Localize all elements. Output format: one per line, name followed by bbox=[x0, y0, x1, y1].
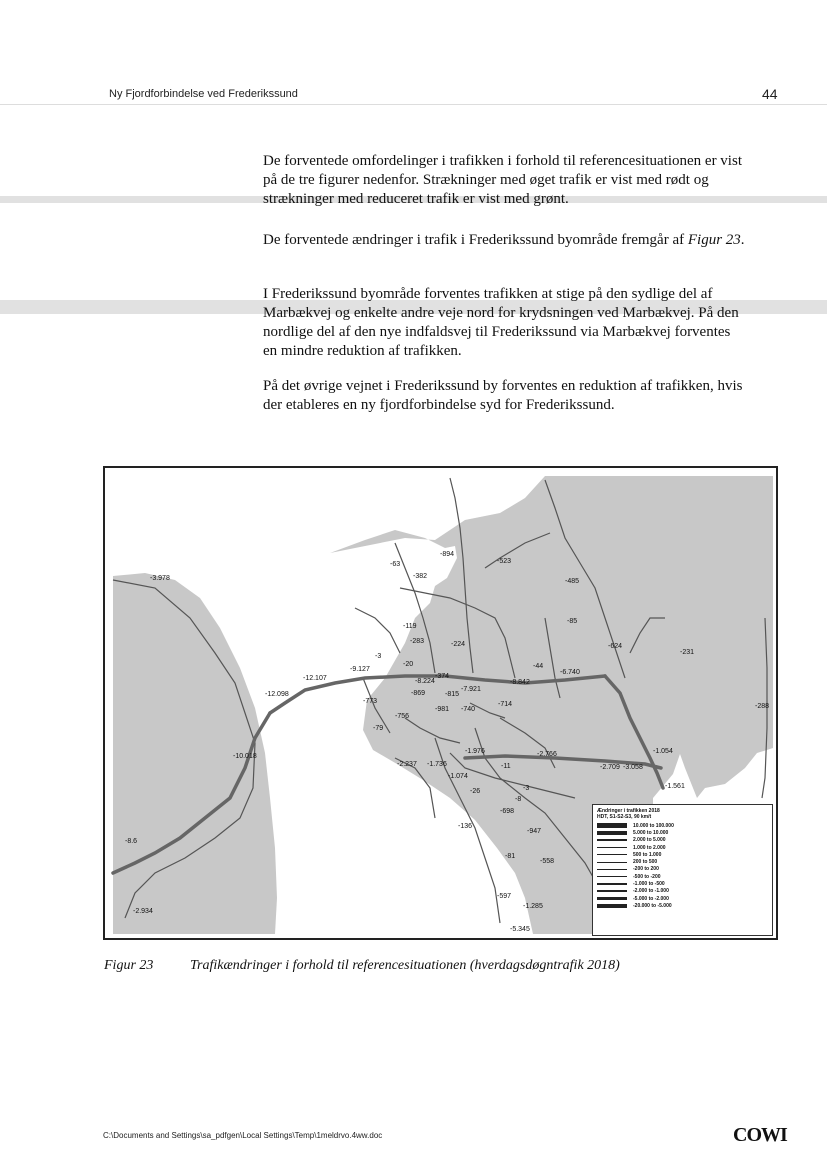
map-label: -815 bbox=[445, 691, 460, 698]
map-label: -8.224 bbox=[415, 678, 435, 685]
map-label: -283 bbox=[410, 638, 425, 645]
map-label: -12.098 bbox=[265, 691, 289, 698]
map-label: -288 bbox=[755, 703, 770, 710]
map-label: -947 bbox=[527, 828, 542, 835]
map-label: -2.237 bbox=[397, 761, 417, 768]
page-header-title: Ny Fjordforbindelse ved Frederikssund bbox=[109, 88, 298, 100]
header-rule bbox=[0, 104, 827, 105]
map-label: -231 bbox=[680, 649, 695, 656]
legend-row: 10.000 to 100.000 bbox=[597, 822, 768, 829]
map-label: -12.107 bbox=[303, 675, 327, 682]
map-label: -224 bbox=[451, 641, 466, 648]
map-label: -8.842 bbox=[510, 679, 530, 686]
map-label: -5.345 bbox=[510, 926, 530, 933]
map-label: -85 bbox=[567, 618, 578, 625]
map-label: -894 bbox=[440, 551, 455, 558]
road-loop bbox=[355, 608, 400, 653]
legend-line bbox=[597, 904, 627, 908]
figure-reference: Figur 23 bbox=[687, 232, 741, 248]
map-label: -8.6 bbox=[125, 838, 138, 845]
map-label: -1.074 bbox=[448, 773, 468, 780]
figure-caption-label: Figur 23 bbox=[104, 958, 154, 973]
map-label: -10.018 bbox=[233, 753, 257, 760]
map-label: -698 bbox=[500, 808, 515, 815]
legend-line bbox=[597, 823, 627, 828]
map-label: -11 bbox=[501, 763, 511, 770]
map-label: -8 bbox=[515, 796, 522, 803]
legend-row: 500 to 1.000 bbox=[597, 851, 768, 858]
legend-line bbox=[597, 869, 627, 870]
legend-line bbox=[597, 862, 627, 863]
map-label: -7.921 bbox=[461, 686, 481, 693]
traffic-change-map bbox=[103, 466, 778, 940]
legend-line bbox=[597, 897, 627, 900]
legend-title: Ændringer i trafikken 2018 bbox=[597, 808, 660, 814]
map-label: -1.561 bbox=[665, 783, 685, 790]
legend-row: -1.000 to -500 bbox=[597, 880, 768, 887]
map-label: -3 bbox=[523, 785, 530, 792]
paragraph-intro: De forventede omfordelinger i trafikken i forhold til referencesituationen er vist på de tre figurer nedenfor. Strækninger med øget trafik er vist med rødt og strækninger med reduceret trafik er vist med grønt. bbox=[263, 153, 742, 207]
map-label: -773 bbox=[363, 698, 378, 705]
legend-line bbox=[597, 876, 627, 877]
map-label: -136 bbox=[458, 823, 473, 830]
map-label: -3.978 bbox=[150, 575, 170, 582]
page-number: 44 bbox=[762, 86, 778, 102]
legend-row: 2.000 to 5.000 bbox=[597, 837, 768, 844]
map-label: -1.054 bbox=[653, 748, 673, 755]
map-label: -558 bbox=[540, 858, 555, 865]
map-label: -756 bbox=[395, 713, 410, 720]
map-legend bbox=[592, 804, 773, 936]
legend-row: 1.000 to 2.000 bbox=[597, 844, 768, 851]
map-label: -79 bbox=[373, 725, 384, 732]
map-label: -63 bbox=[390, 561, 401, 568]
map-label: -119 bbox=[403, 623, 417, 630]
legend-row: 200 to 500 bbox=[597, 858, 768, 865]
legend-row: -200 to 200 bbox=[633, 866, 659, 873]
map-label: -485 bbox=[565, 578, 580, 585]
map-label: -981 bbox=[435, 706, 450, 713]
legend-row: 5.000 to 10.000 bbox=[597, 829, 768, 836]
map-label: -374 bbox=[435, 673, 450, 680]
map-label: -2.709 bbox=[600, 764, 620, 771]
figure-caption-text: Trafikændringer i forhold til referencesituationen (hverdagsdøgntrafik 2018) bbox=[190, 958, 620, 973]
map-label: -740 bbox=[461, 706, 476, 713]
map-label: -1.736 bbox=[427, 761, 447, 768]
map-label: -523 bbox=[497, 558, 512, 565]
map-label: -714 bbox=[498, 701, 513, 708]
legend-row: -2.000 to -1.000 bbox=[597, 888, 768, 895]
map-label: -44 bbox=[533, 663, 544, 670]
map-label: -9.127 bbox=[350, 666, 370, 673]
legend-row: -20.000 to -5.000 bbox=[597, 902, 768, 909]
map-label: -20 bbox=[403, 661, 414, 668]
paragraph-figure-reference: De forventede ændringer i trafik i Frederikssund byområde fremgår af Figur 23. bbox=[263, 232, 745, 248]
legend-line bbox=[597, 847, 627, 849]
legend-line bbox=[597, 831, 627, 835]
map-label: -2.934 bbox=[133, 908, 153, 915]
cowi-logo: COWI bbox=[733, 1124, 787, 1146]
map-label: -1.285 bbox=[523, 903, 543, 910]
map-label: -3 bbox=[375, 653, 382, 660]
map-label: -624 bbox=[608, 643, 623, 650]
legend-row: -500 to -200 bbox=[597, 873, 768, 880]
legend-line bbox=[597, 839, 627, 842]
map-label: -597 bbox=[497, 893, 512, 900]
legend-line bbox=[597, 854, 627, 855]
paragraph-city-area: I Frederikssund byområde forventes trafikken at stige på den sydlige del af Marbækvej og enkelte andre veje nord for krydsningen ved Marbækvej. På den nordlige del af den nye indfaldsvej til Frederikssund via Marbækvej forventes en mindre reduktion af trafikken. bbox=[263, 286, 739, 359]
map-label: -2.766 bbox=[537, 751, 557, 758]
legend-subtitle: HDT, S1-S2-S3, 90 km/t bbox=[597, 814, 652, 820]
map-label: -81 bbox=[505, 853, 516, 860]
footer-file-path: C:\Documents and Settings\sa_pdfgen\Local Settings\Temp\1meldrvo.4ww.doc bbox=[103, 1131, 383, 1140]
legend-line bbox=[597, 890, 627, 892]
map-label: -3.058 bbox=[623, 764, 643, 771]
map-label: -1.976 bbox=[465, 748, 485, 755]
map-label: -869 bbox=[411, 690, 426, 697]
map-label: -6.740 bbox=[560, 669, 580, 676]
map-label: -382 bbox=[413, 573, 428, 580]
legend-line bbox=[597, 883, 627, 884]
legend-row: -5.000 to -2.000 bbox=[597, 895, 768, 902]
map-label: -26 bbox=[470, 788, 481, 795]
paragraph-other-roads: På det øvrige vejnet i Frederikssund by forventes en reduktion af trafikken, hvis der etableres en ny fjordforbindelse syd for Frederikssund. bbox=[263, 378, 743, 413]
